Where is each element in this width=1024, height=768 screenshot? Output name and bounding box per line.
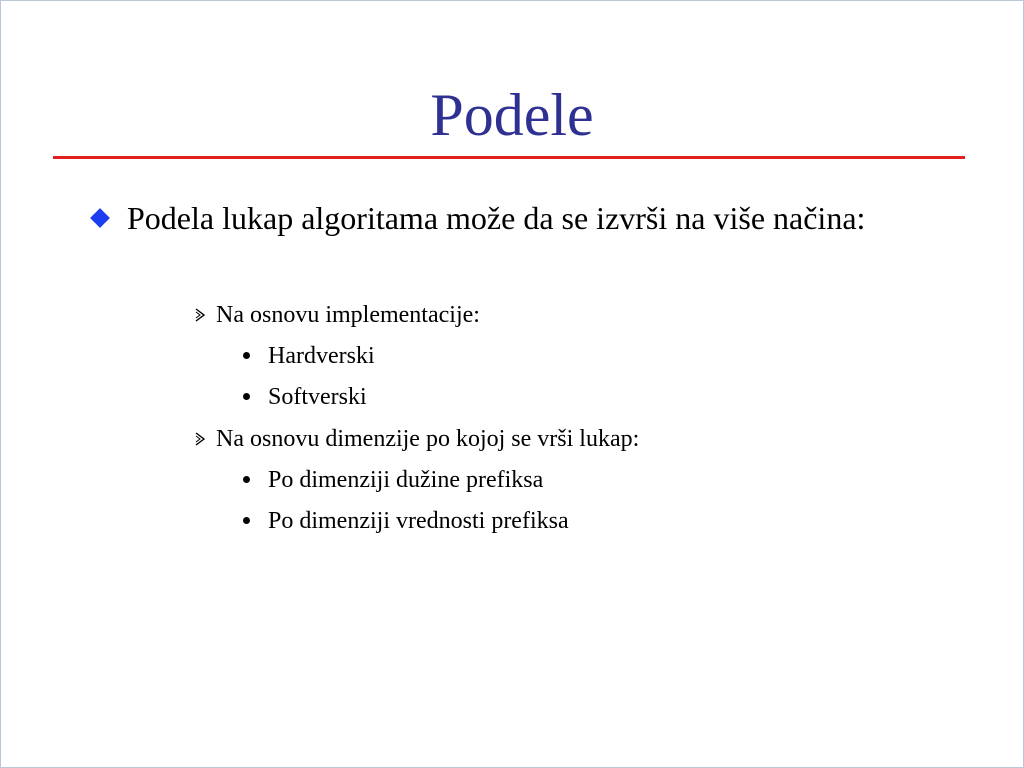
subitem-dimension: Na osnovu dimenzije po kojoj se vrši lukap:	[216, 426, 640, 452]
list-item-prefix-length: Po dimenziji dužine prefiksa	[268, 467, 544, 493]
dot-bullet-icon	[243, 352, 250, 359]
diamond-bullet-icon	[90, 208, 110, 228]
dot-bullet-icon	[243, 517, 250, 524]
dot-bullet-icon	[243, 393, 250, 400]
list-item-hardverski: Hardverski	[268, 343, 375, 369]
arrow-bullet-icon	[194, 308, 206, 322]
list-item-prefix-value: Po dimenziji vrednosti prefiksa	[268, 508, 569, 534]
list-item-softverski: Softverski	[268, 384, 367, 410]
slide-title: Podele	[430, 82, 594, 148]
bullet-main-text: Podela lukap algoritama može da se izvrši na više načina:	[127, 200, 866, 236]
subitem-implementation: Na osnovu implementacije:	[216, 302, 480, 328]
title-divider	[53, 156, 965, 159]
dot-bullet-icon	[243, 476, 250, 483]
arrow-bullet-icon	[194, 432, 206, 446]
